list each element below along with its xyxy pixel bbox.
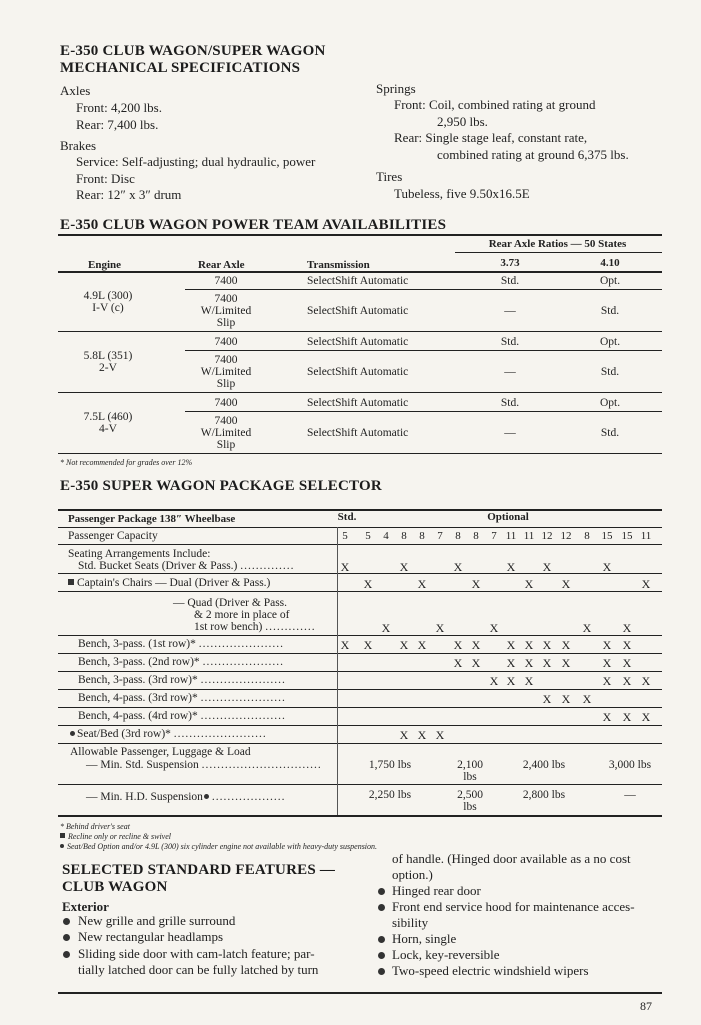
load-label-1: Allowable Passenger, Luggage & Load: [70, 746, 251, 758]
g1-r2-373: —: [504, 305, 516, 317]
hd-text: — Min. H.D. Suspension: [86, 791, 203, 803]
capacity-rule: [58, 544, 662, 545]
g3-r1-axle: 7400: [214, 397, 238, 409]
fn-square-icon: [60, 833, 65, 838]
x-mark: X: [602, 656, 612, 670]
bench2-rule: [58, 671, 662, 672]
springs-front-1: Front: Coil, combined rating at ground: [394, 97, 596, 112]
brakes-label: Brakes: [60, 138, 97, 153]
g2-r1-trans: SelectShift Automatic: [307, 336, 409, 348]
capacity-cell: 7: [491, 530, 497, 542]
g3-r2-axle-2: W/Limited: [200, 427, 252, 439]
capacity-cell: 8: [419, 530, 425, 542]
load-rule: [58, 784, 662, 785]
col-410: 4.10: [600, 257, 620, 269]
seatbed-text: Seat/Bed (3rd row)*: [77, 728, 171, 740]
g1-r1-axle: 7400: [214, 275, 238, 287]
load-hd-3: 2,800 lbs: [522, 789, 566, 801]
capacity-cell: 5: [365, 530, 371, 542]
col-trans: Transmission: [307, 259, 370, 271]
x-mark: X: [542, 638, 552, 652]
x-mark: X: [453, 560, 463, 574]
x-mark: X: [489, 621, 499, 635]
x-mark: X: [363, 638, 373, 652]
load-std-4: 3,000 lbs: [608, 759, 652, 771]
g3-r2-373: —: [504, 427, 516, 439]
g2-r1-410: Opt.: [599, 336, 621, 348]
g2-r2-410: Std.: [600, 366, 620, 378]
pkg-fn-2-text: Recline only or recline & swivel: [68, 832, 172, 841]
seating-rule: [58, 573, 662, 574]
g1-r1-373: Std.: [500, 275, 520, 287]
footer-rule: [58, 992, 662, 994]
bullet-icon: [378, 904, 385, 911]
x-mark: X: [453, 638, 463, 652]
seatbed-label: Seat/Bed (3rd row)* ........................: [70, 728, 267, 740]
x-mark: X: [363, 577, 373, 591]
left-feature-3b: tially latched door can be fully latched by turn: [78, 962, 319, 977]
x-mark: X: [622, 638, 632, 652]
bench5-label: Bench, 4-pass. (4rd row)* ......................: [78, 710, 286, 722]
x-mark: X: [506, 560, 516, 574]
pkg-fn-1: * Behind driver's seat: [60, 822, 130, 831]
engine-1-line2: I-V (c): [92, 302, 124, 314]
capacity-cell: 15: [601, 530, 613, 542]
x-mark: X: [561, 692, 571, 706]
pkg-title: E-350 SUPER WAGON PACKAGE SELECTOR: [60, 478, 382, 494]
right-feature-0b: option.): [392, 867, 433, 882]
x-mark: X: [506, 656, 516, 670]
g2-r2-373: —: [504, 366, 516, 378]
power-title: E-350 CLUB WAGON POWER TEAM AVAILABILITIES: [60, 217, 447, 233]
x-mark: X: [582, 692, 592, 706]
x-mark: X: [399, 638, 409, 652]
g2-mid-rule: [185, 350, 662, 351]
right-feature-4: Lock, key-reversible: [392, 947, 500, 962]
seatbed-rule: [58, 743, 662, 744]
quad-label-1: — Quad (Driver & Pass.: [173, 597, 288, 609]
x-mark: X: [641, 674, 651, 688]
bullet-icon: [378, 888, 385, 895]
g2-r1-axle: 7400: [214, 336, 238, 348]
g3-r2-trans: SelectShift Automatic: [307, 427, 409, 439]
tires-label: Tires: [376, 169, 403, 184]
bullet-icon: [63, 918, 70, 925]
g3-mid-rule: [185, 411, 662, 412]
left-feature-2: New rectangular headlamps: [78, 929, 224, 944]
g2-r1-373: Std.: [500, 336, 520, 348]
pkg-fn-3-text: Seat/Bed Option and/or 4.9L (300) six cylinder engine not available with heavy-duty suspension.: [67, 842, 378, 851]
load-std-2b: lbs: [463, 771, 477, 783]
bench1-label: Bench, 3-pass. (1st row)* ......................: [78, 638, 284, 650]
right-feature-3: Horn, single: [392, 931, 457, 946]
capacity-cell: 11: [523, 530, 535, 542]
recline-square-icon: [68, 579, 74, 585]
x-mark: X: [622, 656, 632, 670]
g1-r2-axle-1: 7400: [214, 293, 238, 305]
g3-end-rule: [58, 453, 662, 454]
quad-label-3: 1st row bench) .............: [194, 621, 316, 633]
springs-rear-2: combined rating at ground 6,375 lbs.: [437, 147, 629, 162]
pkg-col-sep-1: [337, 527, 338, 815]
capacity-cell: 8: [401, 530, 407, 542]
seatbed-dot-icon: [70, 731, 75, 736]
power-header-rule: [58, 271, 662, 273]
right-feature-2a: Front end service hood for maintenance acces-: [392, 899, 635, 914]
pkg-head-rule: [58, 527, 662, 528]
x-mark: X: [435, 728, 445, 742]
x-mark: X: [399, 728, 409, 742]
x-mark: X: [524, 674, 534, 688]
g2-r2-axle-3: Slip: [216, 378, 236, 390]
x-mark: X: [381, 621, 391, 635]
features-title-1: SELECTED STANDARD FEATURES —: [62, 862, 336, 878]
right-feature-5: Two-speed electric windshield wipers: [392, 963, 589, 978]
capacity-cell: 12: [560, 530, 572, 542]
pkg-bottom-rule: [58, 815, 662, 817]
hd-dot-icon: [204, 794, 209, 799]
page-number: 87: [640, 999, 652, 1013]
engine-3-line2: 4-V: [99, 423, 117, 435]
engine-2-line1: 5.8L (351): [83, 350, 133, 362]
bullet-icon: [378, 952, 385, 959]
x-mark: X: [340, 560, 350, 574]
x-mark: X: [435, 621, 445, 635]
capacity-cell: 7: [437, 530, 443, 542]
capacity-label: Passenger Capacity: [68, 530, 158, 542]
fn-dot-icon: [60, 844, 64, 848]
bench2-text: Bench, 3-pass. (2nd row)*: [78, 656, 200, 668]
axles-front: Front: 4,200 lbs.: [76, 100, 162, 115]
x-mark: X: [602, 560, 612, 574]
bench4-label: Bench, 4-pass. (3rd row)* ......................: [78, 692, 286, 704]
x-mark: X: [542, 560, 552, 574]
x-mark: X: [399, 560, 409, 574]
capacity-cell: 4: [383, 530, 389, 542]
load-hd-2a: 2,500: [457, 789, 483, 801]
right-feature-0a: of handle. (Hinged door available as a no cost: [392, 851, 631, 866]
capacity-cell: 8: [473, 530, 479, 542]
x-mark: X: [524, 656, 534, 670]
g2-r2-axle-2: W/Limited: [200, 366, 252, 378]
x-mark: X: [602, 674, 612, 688]
right-feature-1: Hinged rear door: [392, 883, 481, 898]
left-feature-1: New grille and grille surround: [78, 913, 236, 928]
engine-1-line1: 4.9L (300): [83, 290, 133, 302]
bullet-icon: [63, 934, 70, 941]
bench5-text: Bench, 4-pass. (4rd row)*: [78, 710, 198, 722]
g2-end-rule: [58, 392, 662, 393]
g3-r2-410: Std.: [600, 427, 620, 439]
x-mark: X: [471, 577, 481, 591]
x-mark: X: [471, 656, 481, 670]
x-mark: X: [561, 656, 571, 670]
x-mark: X: [471, 638, 481, 652]
pkg-fn-2: [60, 832, 171, 842]
load-std-2a: 2,100: [457, 759, 483, 771]
bullet-icon: [63, 951, 70, 958]
g3-r2-axle-3: Slip: [216, 439, 236, 451]
capacity-cell: 15: [621, 530, 633, 542]
capacity-cell: 5: [342, 530, 348, 542]
x-mark: X: [641, 577, 651, 591]
col-engine: Engine: [88, 259, 122, 271]
x-mark: X: [489, 674, 499, 688]
g3-r1-410: Opt.: [599, 397, 621, 409]
load-hd-1: 2,250 lbs: [368, 789, 412, 801]
brakes-rear: Rear: 12″ x 3″ drum: [76, 187, 182, 202]
x-mark: X: [561, 577, 571, 591]
x-mark: X: [602, 710, 612, 724]
capacity-cell: 8: [584, 530, 590, 542]
x-mark: X: [340, 638, 350, 652]
quad-label-3-text: 1st row bench): [194, 621, 263, 633]
bullet-icon: [378, 968, 385, 975]
g2-r2-trans: SelectShift Automatic: [307, 366, 409, 378]
x-mark: X: [506, 674, 516, 688]
g3-r1-trans: SelectShift Automatic: [307, 397, 409, 409]
g1-r2-axle-3: Slip: [216, 317, 236, 329]
x-mark: X: [524, 577, 534, 591]
x-mark: X: [524, 638, 534, 652]
bullet-icon: [378, 936, 385, 943]
x-mark: X: [417, 638, 427, 652]
quad-label-2: & 2 more in place of: [194, 609, 290, 621]
captain-text: Captain's Chairs — Dual (Driver & Pass.): [77, 577, 271, 589]
g1-r2-410: Std.: [600, 305, 620, 317]
x-mark: X: [453, 656, 463, 670]
load-std-3: 2,400 lbs: [522, 759, 566, 771]
g1-r2-axle-2: W/Limited: [200, 305, 252, 317]
bench1-text: Bench, 3-pass. (1st row)*: [78, 638, 196, 650]
ratio-header: Rear Axle Ratios — 50 States: [488, 238, 627, 250]
quad-rule: [58, 635, 662, 636]
col-373: 3.73: [500, 257, 520, 269]
captain-rule: [58, 591, 662, 592]
hd-label: — Min. H.D. Suspension ...................: [86, 791, 286, 803]
bench3-label: Bench, 3-pass. (3rd row)* ......................: [78, 674, 286, 686]
g1-r1-trans: SelectShift Automatic: [307, 275, 409, 287]
bench2-label: Bench, 3-pass. (2nd row)* .....................: [78, 656, 284, 668]
x-mark: X: [561, 638, 571, 652]
load-label-2: — Min. Std. Suspension ...............................: [86, 759, 322, 771]
x-mark: X: [542, 656, 552, 670]
captain-label: [68, 577, 270, 589]
x-mark: X: [542, 692, 552, 706]
x-mark: X: [641, 710, 651, 724]
x-mark: X: [622, 710, 632, 724]
g1-mid-rule: [185, 289, 662, 290]
exterior-label: Exterior: [62, 899, 109, 914]
capacity-cell: 11: [505, 530, 517, 542]
g3-r1-373: Std.: [500, 397, 520, 409]
seating-label-2: Std. Bucket Seats (Driver & Pass.) ..............: [78, 560, 295, 572]
springs-rear-1: Rear: Single stage leaf, constant rate,: [394, 130, 588, 145]
features-title-2: CLUB WAGON: [62, 879, 168, 895]
bench3-text: Bench, 3-pass. (3rd row)*: [78, 674, 198, 686]
tires-value: Tubeless, five 9.50x16.5E: [394, 186, 530, 201]
left-feature-3a: Sliding side door with cam-latch feature; par-: [78, 946, 315, 961]
bench4-rule: [58, 707, 662, 708]
g1-r2-trans: SelectShift Automatic: [307, 305, 409, 317]
mech-title-line1: E-350 CLUB WAGON/SUPER WAGON: [60, 43, 326, 59]
load-hd-2b: lbs: [463, 801, 477, 813]
g1-r1-410: Opt.: [599, 275, 621, 287]
bench4-text: Bench, 4-pass. (3rd row)*: [78, 692, 198, 704]
mech-title-line2: MECHANICAL SPECIFICATIONS: [60, 60, 301, 76]
ratio-rule: [455, 252, 662, 253]
load-std-1: 1,750 lbs: [368, 759, 412, 771]
x-mark: X: [602, 638, 612, 652]
pkg-fn-3: [60, 842, 377, 852]
capacity-cell: 11: [640, 530, 652, 542]
seating-label-1: Seating Arrangements Include:: [68, 548, 211, 560]
load-label-2-text: — Min. Std. Suspension: [86, 759, 199, 771]
axles-rear: Rear: 7,400 lbs.: [76, 117, 159, 132]
load-hd-4: —: [624, 789, 636, 801]
g1-end-rule: [58, 331, 662, 332]
engine-2-line2: 2-V: [99, 362, 117, 374]
right-feature-2b: sibility: [392, 915, 429, 930]
x-mark: X: [506, 638, 516, 652]
capacity-cell: 8: [455, 530, 461, 542]
g3-r2-axle-1: 7400: [214, 415, 238, 427]
seating-label-2-text: Std. Bucket Seats (Driver & Pass.): [78, 560, 238, 572]
capacity-cell: 12: [541, 530, 553, 542]
pkg-head-label: Passenger Package 138″ Wheelbase: [68, 513, 236, 525]
x-mark: X: [417, 728, 427, 742]
x-mark: X: [622, 674, 632, 688]
springs-label: Springs: [376, 81, 416, 96]
col-axle: Rear Axle: [198, 259, 245, 271]
brakes-front: Front: Disc: [76, 171, 135, 186]
x-mark: X: [582, 621, 592, 635]
axles-label: Axles: [60, 83, 91, 98]
springs-front-2: 2,950 lbs.: [437, 114, 488, 129]
pkg-head-opt: Optional: [487, 511, 529, 523]
engine-3-line1: 7.5L (460): [83, 411, 133, 423]
bench3-rule: [58, 689, 662, 690]
pkg-head-std: Std.: [337, 511, 357, 523]
bench5-rule: [58, 725, 662, 726]
power-title-rule: [58, 234, 662, 236]
brakes-service: Service: Self-adjusting; dual hydraulic, power: [76, 154, 316, 169]
bench1-rule: [58, 653, 662, 654]
g2-r2-axle-1: 7400: [214, 354, 238, 366]
x-mark: X: [417, 577, 427, 591]
power-footnote: * Not recommended for grades over 12%: [60, 458, 193, 467]
x-mark: X: [622, 621, 632, 635]
